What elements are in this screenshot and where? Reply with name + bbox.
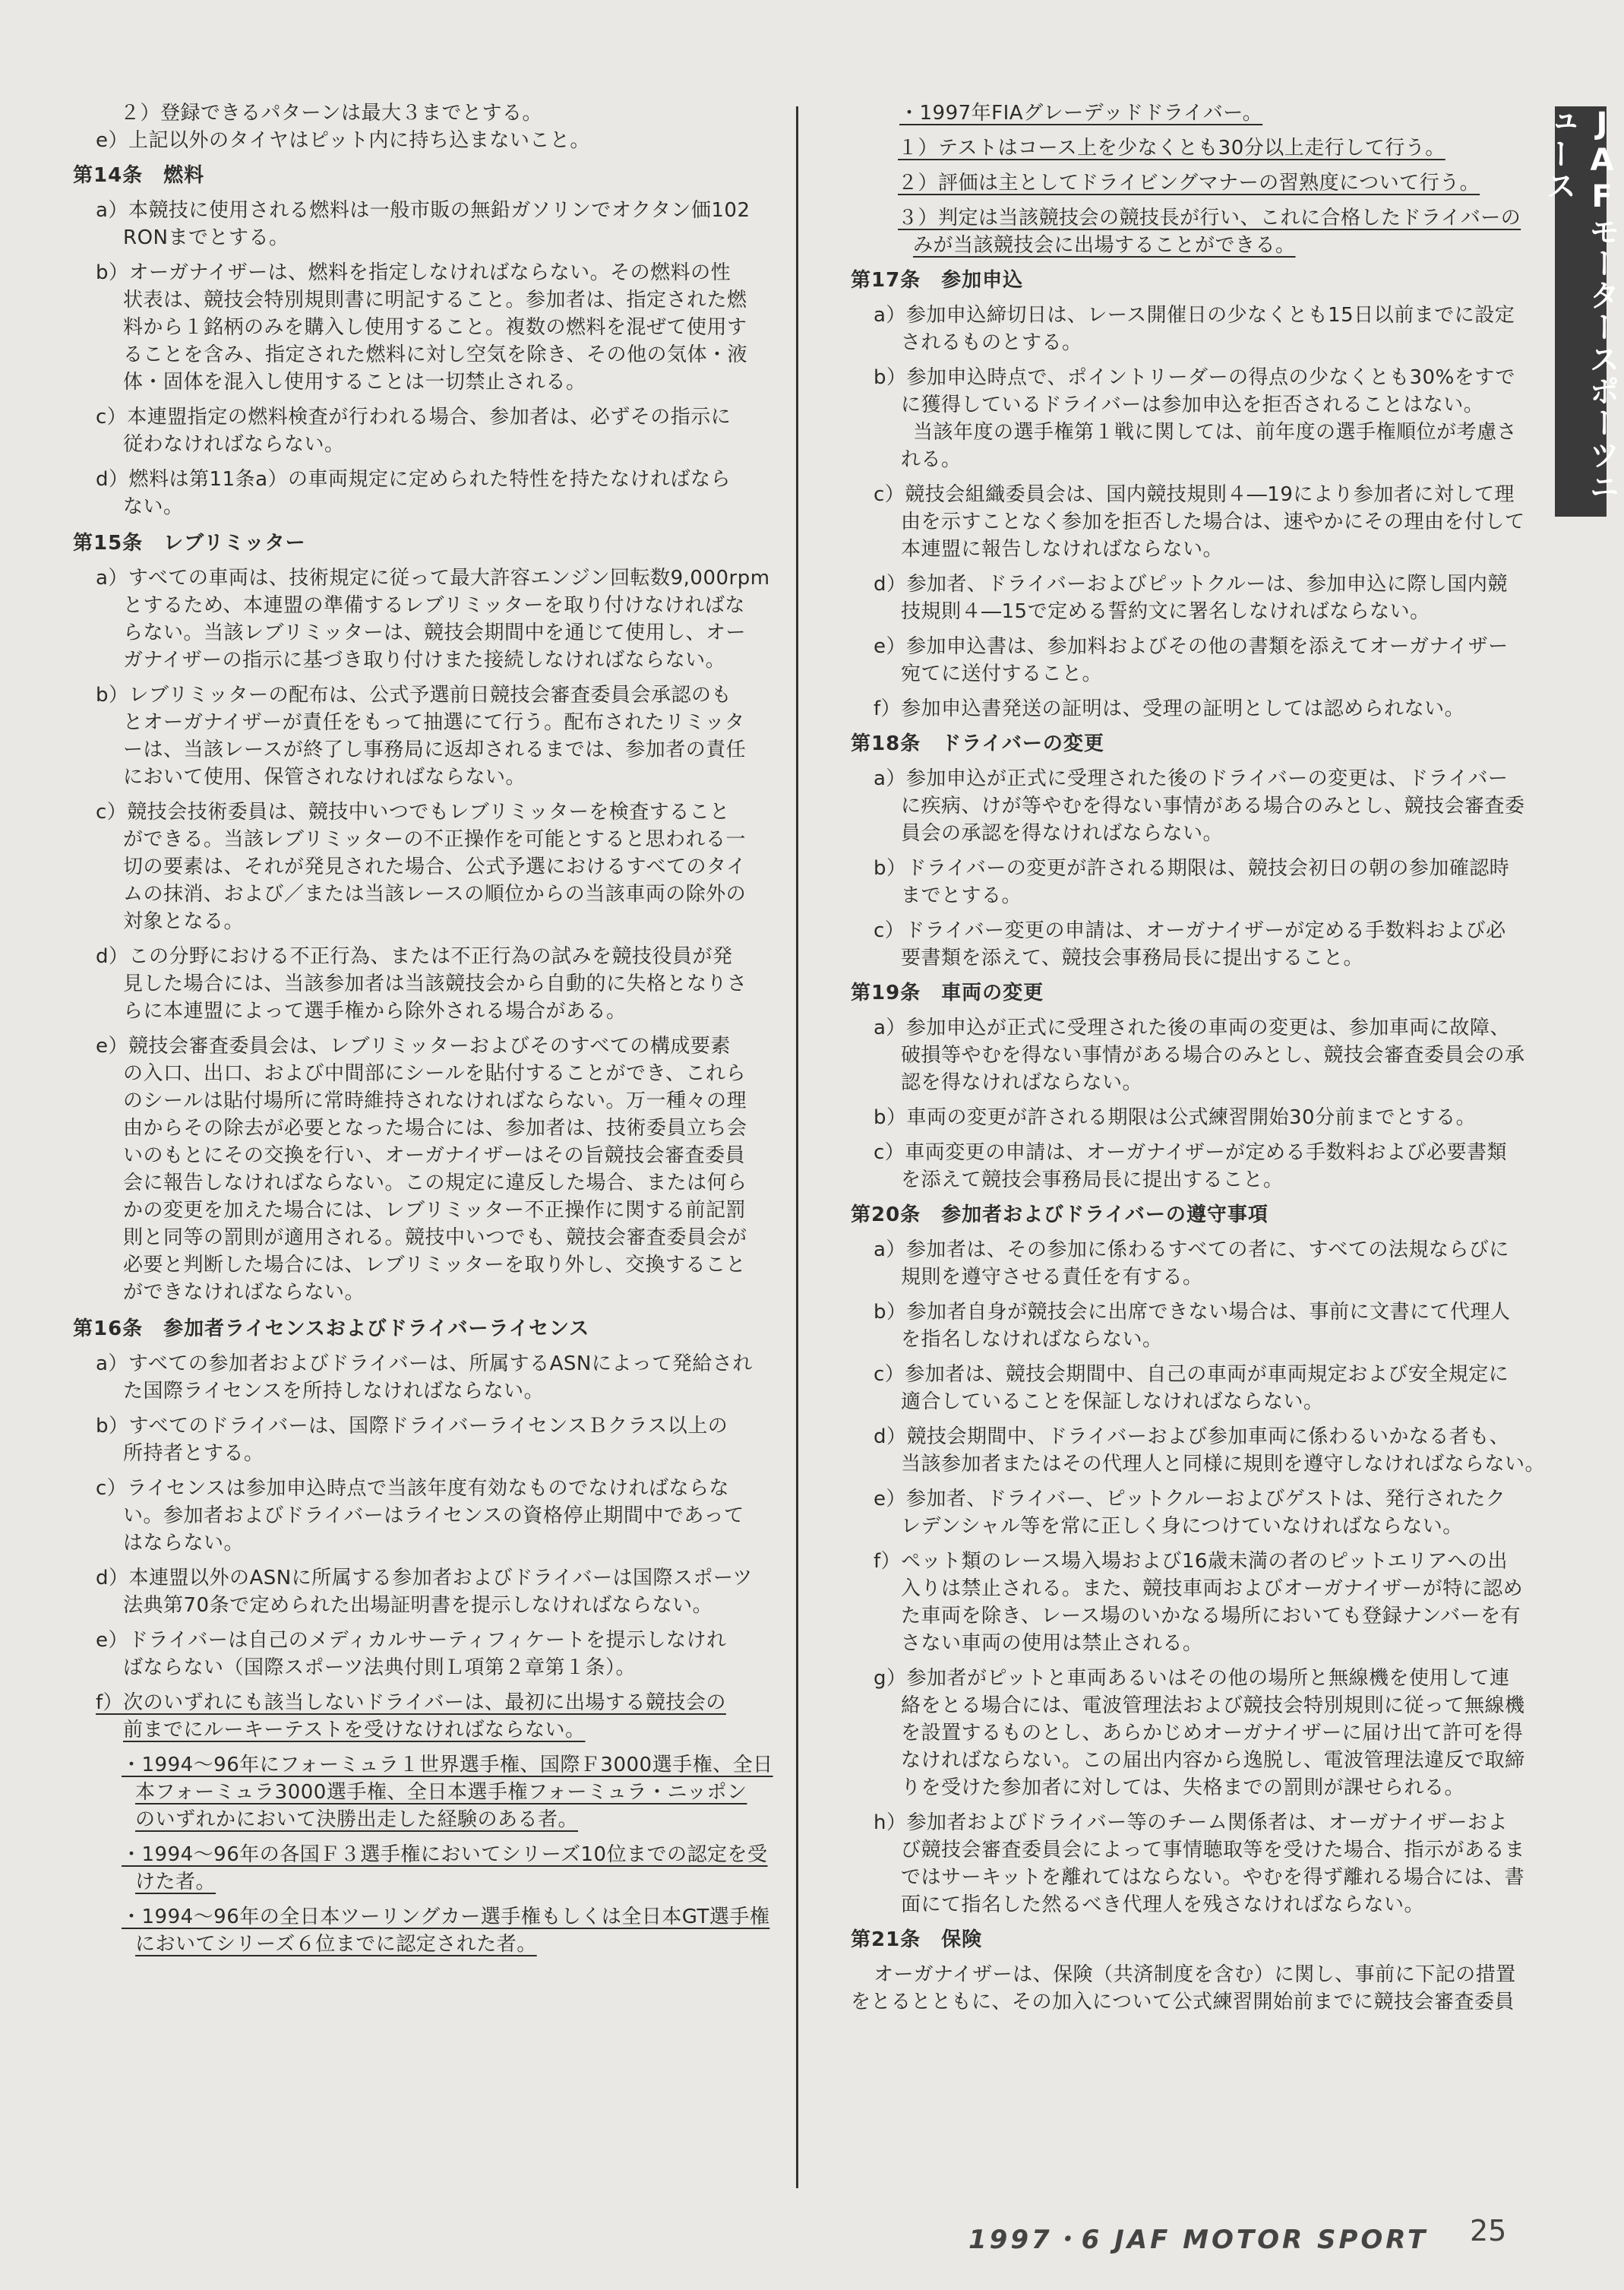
text-line: 料から１銘柄のみを購入し使用すること。複数の燃料を混ぜて使用す — [123, 316, 747, 339]
text-line: c）競技会組織委員会は、国内競技規則４―19により参加者に対して理 — [874, 483, 1515, 506]
text-line: た国際ライセンスを所持しなければならない。 — [123, 1380, 545, 1403]
text-line: 対象となる。 — [123, 910, 245, 933]
text-line: 所持者とする。 — [123, 1442, 264, 1465]
column-divider — [796, 106, 798, 2188]
article-heading: 第19条 車両の変更 — [851, 982, 1044, 1004]
text-line: 面にて指名した然るべき代理人を残さなければならない。 — [901, 1893, 1425, 1916]
text-line: b）レブリミッターの配布は、公式予選前日競技会審査委員会承認のも — [96, 684, 731, 707]
text-line: けた者。 — [135, 1871, 216, 1893]
section-side-tab: JAFモータースポーツニュース — [1555, 106, 1607, 517]
text-line: a）参加者は、その参加に係わるすべての者に、すべての法規ならびに — [874, 1238, 1509, 1261]
text-line: ない。 — [123, 495, 184, 518]
text-line: 会に報告しなければならない。この規定に違反した場合、または何ら — [123, 1172, 747, 1194]
text-line: d）参加者、ドライバーおよびピットクルーは、参加申込に際し国内競 — [874, 573, 1508, 596]
text-line: かの変更を加えた場合には、レブリミッター不正操作に関する前記罰 — [123, 1199, 746, 1222]
text-line: 法典第70条で定められた出場証明書を提示しなければならない。 — [123, 1594, 713, 1617]
text-line: ・1994～96年の全日本ツーリングカー選手権もしくは全日本GT選手権 — [122, 1906, 770, 1928]
text-line: a）参加申込が正式に受理された後の車両の変更は、参加車両に故障、 — [874, 1017, 1510, 1039]
text-line: b）オーガナイザーは、燃料を指定しなければならない。その燃料の性 — [96, 261, 731, 284]
text-line: とするため、本連盟の準備するレブリミッターを取り付けなければな — [123, 594, 745, 617]
text-line: a）本競技に使用される燃料は一般市販の無鉛ガソリンでオクタン価102 — [96, 199, 750, 222]
text-line: ではサーキットを離れてはならない。やむを得ず離れる場合には、書 — [901, 1866, 1524, 1889]
text-line: レデンシャル等を常に正しく身につけていなければならない。 — [901, 1515, 1463, 1538]
text-line: ることを含み、指定された燃料に対し空気を除き、その他の気体・液 — [123, 343, 748, 366]
text-line: ムの抹消、および／または当該レースの順位からの当該車両の除外の — [123, 883, 747, 906]
text-line: f）ペット類のレース場入場および16歳未満の者のピットエリアへの出 — [874, 1550, 1508, 1573]
text-line: い。参加者およびドライバーはライセンスの資格停止期間中であって — [123, 1504, 744, 1527]
text-line: りを受けた参加者に対しては、失格までの罰則が課せられる。 — [901, 1776, 1465, 1799]
text-line: はならない。 — [123, 1532, 245, 1555]
article-heading: 第17条 参加申込 — [851, 269, 1024, 292]
text-line: １）テストはコース上を少なくとも30分以上走行して行う。 — [898, 137, 1445, 160]
text-line: において使用、保管されなければならない。 — [123, 766, 526, 789]
text-line: 員会の承認を得なければならない。 — [901, 822, 1224, 845]
text-line: を設置するものとし、あらかじめオーガナイザーに届け出て許可を得 — [901, 1722, 1524, 1744]
text-line: ができる。当該レブリミッターの不正操作を可能とすると思われる一 — [123, 828, 746, 851]
text-line: c）ドライバー変更の申請は、オーガナイザーが定める手数料および必 — [874, 919, 1506, 942]
text-line: に疾病、けが等やむを得ない事情がある場合のみとし、競技会審査委 — [901, 795, 1525, 818]
text-line: g）参加者がピットと車両あるいはその他の場所と無線機を使用して連 — [874, 1667, 1510, 1690]
text-line: ２）登録できるパターンは最大３までとする。 — [120, 102, 542, 125]
text-line: ・1994～96年の各国Ｆ３選手権においてシリーズ10位までの認定を受 — [122, 1843, 768, 1866]
text-line: e）競技会審査委員会は、レブリミッターおよびそのすべての構成要素 — [96, 1035, 731, 1058]
text-line: ・1994～96年にフォーミュラ１世界選手権、国際Ｆ3000選手権、全日 — [122, 1754, 773, 1776]
text-line: なければならない。この届出内容から逸脱し、電波管理法違反で取締 — [901, 1749, 1525, 1772]
article-heading: 第16条 参加者ライセンスおよびドライバーライセンス — [73, 1317, 590, 1340]
text-line: のシールは貼付場所に常時維持されなければならない。万一種々の理 — [123, 1090, 747, 1112]
text-line: のいずれかにおいて決勝出走した経験のある者。 — [135, 1808, 579, 1831]
text-line: d）競技会期間中、ドライバーおよび参加車両に係わるいかなる者も、 — [874, 1425, 1510, 1448]
text-line: 認を得なければならない。 — [901, 1071, 1143, 1094]
text-line: みが当該競技会に出場することができる。 — [913, 234, 1296, 257]
text-line: 入りは禁止される。また、競技車両およびオーガナイザーが特に認め — [901, 1577, 1524, 1600]
text-line: a）すべての車両は、技術規定に従って最大許容エンジン回転数9,000rpm — [96, 567, 770, 590]
text-line: c）車両変更の申請は、オーガナイザーが定める手数料および必要書類 — [874, 1141, 1507, 1164]
text-line: 見した場合には、当該参加者は当該競技会から自動的に失格となりさ — [123, 973, 747, 995]
text-line: さない車両の使用は禁止される。 — [901, 1632, 1203, 1655]
text-line: た車両を除き、レース場のいかなる場所においても登録ナンバーを有 — [901, 1605, 1521, 1627]
text-line: 本フォーミュラ3000選手権、全日本選手権フォーミュラ・ニッポン — [135, 1781, 747, 1804]
text-line: らない。当該レブリミッターは、競技会期間中を通じて使用し、オー — [123, 622, 746, 644]
text-line: に獲得しているドライバーは参加申込を拒否されることはない。 — [901, 394, 1484, 416]
text-line: e）上記以外のタイヤはピット内に持ち込まないこと。 — [96, 129, 590, 152]
text-line: b）参加申込時点で、ポイントリーダーの得点の少なくとも30%をすで — [874, 366, 1516, 389]
text-line: 則と同等の罰則が適用される。競技中いつでも、競技会審査委員会が — [123, 1226, 747, 1249]
text-line: 前までにルーキーテストを受けなければならない。 — [123, 1719, 586, 1741]
text-line: 適合していることを保証しなければならない。 — [901, 1390, 1324, 1413]
text-line: 要書類を添えて、競技会事務局長に提出すること。 — [901, 947, 1363, 969]
text-line: f）参加申込書発送の証明は、受理の証明としては認められない。 — [874, 697, 1465, 720]
article-heading: 第15条 レブリミッター — [73, 532, 306, 555]
text-line: c）ライセンスは参加申込時点で当該年度有効なものでなければならな — [96, 1477, 729, 1500]
text-line: ガナイザーの指示に基づき取り付けまた接続しなければならない。 — [123, 649, 726, 672]
text-line: までとする。 — [901, 884, 1022, 907]
text-line: 当該参加者またはその代理人と同様に規則を遵守しなければならない。 — [901, 1453, 1546, 1476]
text-line: 状表は、競技会特別規則書に明記すること。参加者は、指定された燃 — [123, 289, 747, 312]
text-line: c）競技会技術委員は、競技中いつでもレブリミッターを検査すること — [96, 801, 730, 824]
text-line: d）本連盟以外のASNに所属する参加者およびドライバーは国際スポーツ — [96, 1567, 753, 1589]
text-line: ３）判定は当該競技会の競技長が行い、これに合格したドライバーの — [898, 207, 1521, 229]
text-line: e）参加申込書は、参加料およびその他の書類を添えてオーガナイザー — [874, 635, 1509, 658]
text-line: 必要と判断した場合には、レブリミッターを取り外し、交換すること — [123, 1254, 746, 1276]
text-line: c）参加者は、競技会期間中、自己の車両が車両規定および安全規定に — [874, 1363, 1509, 1386]
text-line: れる。 — [901, 448, 962, 471]
text-line: び競技会審査委員会によって事情聴取等を受けた場合、指示があるま — [901, 1839, 1525, 1861]
text-line: ができなければならない。 — [123, 1281, 365, 1304]
text-line: の入口、出口、および中間部にシールを貼付することができ、これら — [123, 1062, 746, 1085]
text-line: a）参加申込が正式に受理された後のドライバーの変更は、ドライバー — [874, 767, 1509, 790]
text-line: 従わなければならない。 — [123, 433, 345, 456]
text-line: d）この分野における不正行為、または不正行為の試みを競技役員が発 — [96, 945, 733, 968]
text-line: c）本連盟指定の燃料検査が行われる場合、参加者は、必ずその指示に — [96, 406, 731, 429]
footer-issue: 1997・6 JAF MOTOR SPORT — [968, 2225, 1429, 2255]
text-line: をとるとともに、その加入について公式練習開始前までに競技会審査委員 — [851, 1991, 1515, 2013]
text-line: 体・固体を混入し使用することは一切禁止される。 — [123, 371, 586, 394]
text-line: b）車両の変更が許される期限は公式練習開始30分前までとする。 — [874, 1106, 1477, 1129]
text-line: RONまでとする。 — [123, 226, 289, 249]
article-heading: 第14条 燃料 — [73, 164, 205, 187]
text-line: b）ドライバーの変更が許される期限は、競技会初日の朝の参加確認時 — [874, 857, 1510, 880]
text-line: 絡をとる場合には、電波管理法および競技会特別規則に従って無線機 — [901, 1694, 1525, 1717]
article-heading: 第18条 ドライバーの変更 — [851, 732, 1104, 755]
text-line: 技規則４―15で定める誓約文に署名しなければならない。 — [901, 600, 1430, 623]
text-line: 当該年度の選手権第１戦に関しては、前年度の選手権順位が考慮さ — [913, 421, 1518, 444]
text-line: ２）評価は主としてドライビングマナーの習熟度について行う。 — [898, 172, 1480, 195]
text-line: ばならない（国際スポーツ法典付則Ｌ項第２章第１条）。 — [123, 1656, 636, 1679]
text-line: ーは、当該レースが終了し事務局に返却されるまでは、参加者の責任 — [123, 739, 747, 761]
text-line: ・1997年FIAグレーデッドドライバー。 — [899, 102, 1263, 125]
text-line: においてシリーズ６位までに認定された者。 — [135, 1933, 537, 1956]
text-line: f）次のいずれにも該当しないドライバーは、最初に出場する競技会の — [96, 1691, 726, 1714]
article-heading: 第21条 保険 — [851, 1928, 983, 1951]
text-line: いのもとにその交換を行い、オーガナイザーはその旨競技会審査委員 — [123, 1144, 746, 1167]
article-heading: 第20条 参加者およびドライバーの遵守事項 — [851, 1204, 1269, 1226]
text-line: を指名しなければならない。 — [901, 1328, 1163, 1351]
text-line: とオーガナイザーが責任をもって抽選にて行う。配布されたリミッタ — [123, 711, 745, 734]
text-line: 規則を遵守させる責任を有する。 — [901, 1266, 1203, 1289]
text-line: d）燃料は第11条a）の車両規定に定められた特性を持たなければなら — [96, 468, 731, 491]
text-line: されるものとする。 — [901, 331, 1082, 354]
text-line: 由を示すことなく参加を拒否した場合は、速やかにその理由を付して — [901, 511, 1525, 533]
text-line: 破損等やむを得ない事情がある場合のみとし、競技会審査委員会の承 — [901, 1044, 1525, 1067]
text-line: e）ドライバーは自己のメディカルサーティフィケートを提示しなけれ — [96, 1629, 727, 1652]
text-line: 宛てに送付すること。 — [901, 663, 1103, 685]
text-line: を添えて競技会事務局長に提出すること。 — [901, 1169, 1284, 1191]
text-line: b）すべてのドライバーは、国際ドライバーライセンスＢクラス以上の — [96, 1415, 728, 1438]
text-line: らに本連盟によって選手権から除外される場合がある。 — [123, 1000, 627, 1023]
text-line: a）すべての参加者およびドライバーは、所属するASNによって発給され — [96, 1352, 753, 1375]
text-line: オーガナイザーは、保険（共済制度を含む）に関し、事前に下記の措置 — [874, 1963, 1516, 1986]
page-number: 25 — [1470, 2214, 1507, 2247]
text-line: b）参加者自身が競技会に出席できない場合は、事前に文書にて代理人 — [874, 1301, 1511, 1324]
text-line: h）参加者およびドライバー等のチーム関係者は、オーガナイザーおよ — [874, 1811, 1508, 1834]
text-line: 切の要素は、それが発見された場合、公式予選におけるすべてのタイ — [123, 856, 747, 878]
text-line: 由からその除去が必要となった場合には、参加者は、技術委員立ち会 — [123, 1117, 747, 1140]
text-line: a）参加申込締切日は、レース開催日の少なくとも15日以前までに設定 — [874, 304, 1515, 327]
text-line: e）参加者、ドライバー、ピットクルーおよびゲストは、発行されたク — [874, 1488, 1506, 1510]
text-line: 本連盟に報告しなければならない。 — [901, 538, 1224, 561]
